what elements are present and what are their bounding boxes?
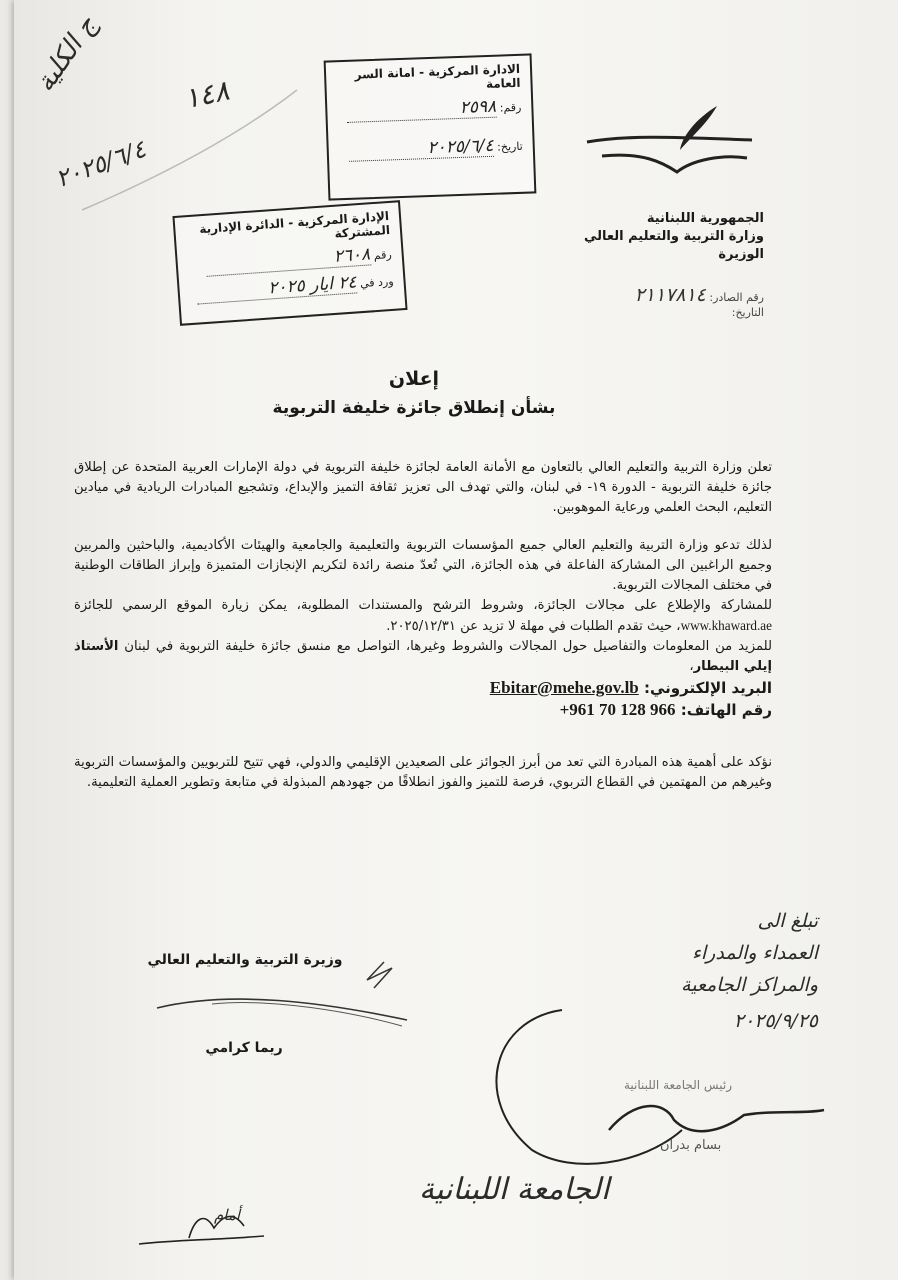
- ministry-header: [564, 210, 764, 264]
- university-stamp-text: رئيس الجامعة اللبنانية: [624, 1078, 732, 1092]
- handwritten-bottom-note: الجامعة اللبنانية: [419, 1172, 610, 1207]
- handwritten-routing-date: ٢٠٢٥/٩/٢٥: [733, 1010, 818, 1032]
- ministry-line: الجمهورية اللبنانية: [646, 211, 764, 226]
- stamp-number-row: رقم: ٢٥٩٨: [337, 96, 522, 123]
- stamp-received-value: ٢٤ ايار ٢٠٢٥: [267, 272, 358, 299]
- coordinator-name: الأستاذ إيلي البيطار: [74, 639, 772, 674]
- handwritten-initials: أمام: [214, 1206, 241, 1224]
- email-link[interactable]: Ebitar@mehe.gov.lb: [489, 678, 639, 697]
- email-row: البريد الإلكتروني: Ebitar@mehe.gov.lb: [489, 678, 772, 697]
- stamp-received-row: ورد في ٢٤ ايار ٢٠٢٥: [189, 270, 394, 305]
- announcement-title: إعلان: [388, 368, 440, 390]
- signature-scribble: [152, 950, 412, 1030]
- reference-number-value: ٢١١٧٨١٤: [634, 284, 706, 306]
- stamp-date-row: تاريخ: ٢٠٢٥/٦/٤: [338, 135, 523, 162]
- announcement-body: [74, 458, 772, 793]
- stamp-title: الإدارة المركزية - الدائرة الإدارية المشتركة: [198, 208, 391, 241]
- ministry-logo: [582, 98, 757, 178]
- reference-number-row: رقم الصادر: ٢١١٧٨١٤: [634, 284, 764, 306]
- pencil-stroke: [72, 60, 302, 220]
- stamp-number-row: رقم ٢٦٠٨: [187, 243, 392, 278]
- paragraph-intro: تعلن وزارة التربية والتعليم العالي بالتعاون مع الأمانة العامة لجائزة خليفة التربوية في دولة الإمارات العربية المتحدة عن إطلاق جائزة خليفة التربوية - الدورة ١٩- في لبنان، والتي تهدف الى تعزيز ثقافة التميز والإبداع، وتشجيع المبادرات الريادية في ميادين التعليم، البحث العلمي ورعاية الموهوبين.: [74, 460, 772, 515]
- handwritten-routing-note: تبلغ الى العمداء والمدراء والمراكز الجامعية ٢٠٢٥/٩/٢٥: [648, 905, 818, 1037]
- stamp-title: الادارة المركزية - امانة السر العامة: [354, 61, 521, 92]
- paragraph-participation: للمشاركة والإطلاع على مجالات الجائزة، وشروط الترشح والمستندات المطلوبة، يمكن زيارة الموقع الرسمي للجائزة www.khaward.ae، حيث تقدم الطلبات في مهلة لا تزيد عن ٢٠٢٥/١٢/٣١.: [74, 598, 772, 634]
- stamp-admin-directorate: [172, 200, 407, 326]
- signature-title: وزيرة التربية والتعليم العالي: [147, 952, 343, 968]
- stamp-general-secretariat: [324, 53, 537, 200]
- phone-row: رقم الهاتف: +961 70 128 966: [559, 700, 772, 719]
- paragraph-closing: نؤكد على أهمية هذه المبادرة التي تعد من أبرز الجوائز على الصعيدين الإقليمي والدولي، فهي تتيح للتربويين والمؤسسات التربوية وغيرهم من المهتمين في القطاع التربوي، فرصة للتميز والفوز انطلاقًا من جهودهم المبذولة في متابعة وتطوير العملية التعليمية.: [74, 755, 772, 790]
- initials-scribble: [134, 1200, 274, 1250]
- ministry-line: الوزيرة: [718, 247, 764, 262]
- ministry-line: وزارة التربية والتعليم العالي: [583, 229, 764, 244]
- phone-number: +961 70 128 966: [559, 700, 676, 719]
- reference-date-label: التاريخ:: [731, 306, 764, 319]
- paragraph-contact: للمزيد من المعلومات والتفاصيل حول المجالات والشروط وغيرها، التواصل مع منسق جائزة خليفة التربوية في لبنان الأستاذ إيلي البيطار،: [74, 639, 772, 674]
- handwritten-date-top-left: ٢٠٢٥/٦/٤: [52, 134, 150, 194]
- signature-name: ريما كرامي: [205, 1040, 283, 1056]
- university-stamp-name: بسام بدران: [660, 1138, 722, 1153]
- stamp-date-value: ٢٠٢٥/٦/٤: [427, 135, 494, 159]
- handwritten-note-text: ج الكلية: [29, 10, 104, 98]
- handwritten-number: ١٤٨: [181, 73, 233, 116]
- stamp-number-value: ٢٦٠٨: [333, 244, 371, 267]
- document-page: [14, 0, 898, 1280]
- stamp-number-value: ٢٥٩٨: [459, 96, 497, 118]
- reference-block: [544, 284, 764, 320]
- website-link[interactable]: www.khaward.ae: [680, 618, 772, 633]
- announcement-subtitle: بشأن إنطلاق جائزة خليفة التربوية: [272, 398, 556, 418]
- paragraph-invitation: لذلك تدعو وزارة التربية والتعليم العالي جميع المؤسسات التربوية والتعليمية والجامعية والهيئات الأكاديمية، والباحثين والمربين وجميع الراغبين الى المشاركة الفاعلة في هذه الجائزة، التي تُعدّ منصة رائدة لتكريم الإنجازات المتميزة وإبراز الطاقات الوطنية في مختلف المجالات التربوية.: [74, 538, 772, 593]
